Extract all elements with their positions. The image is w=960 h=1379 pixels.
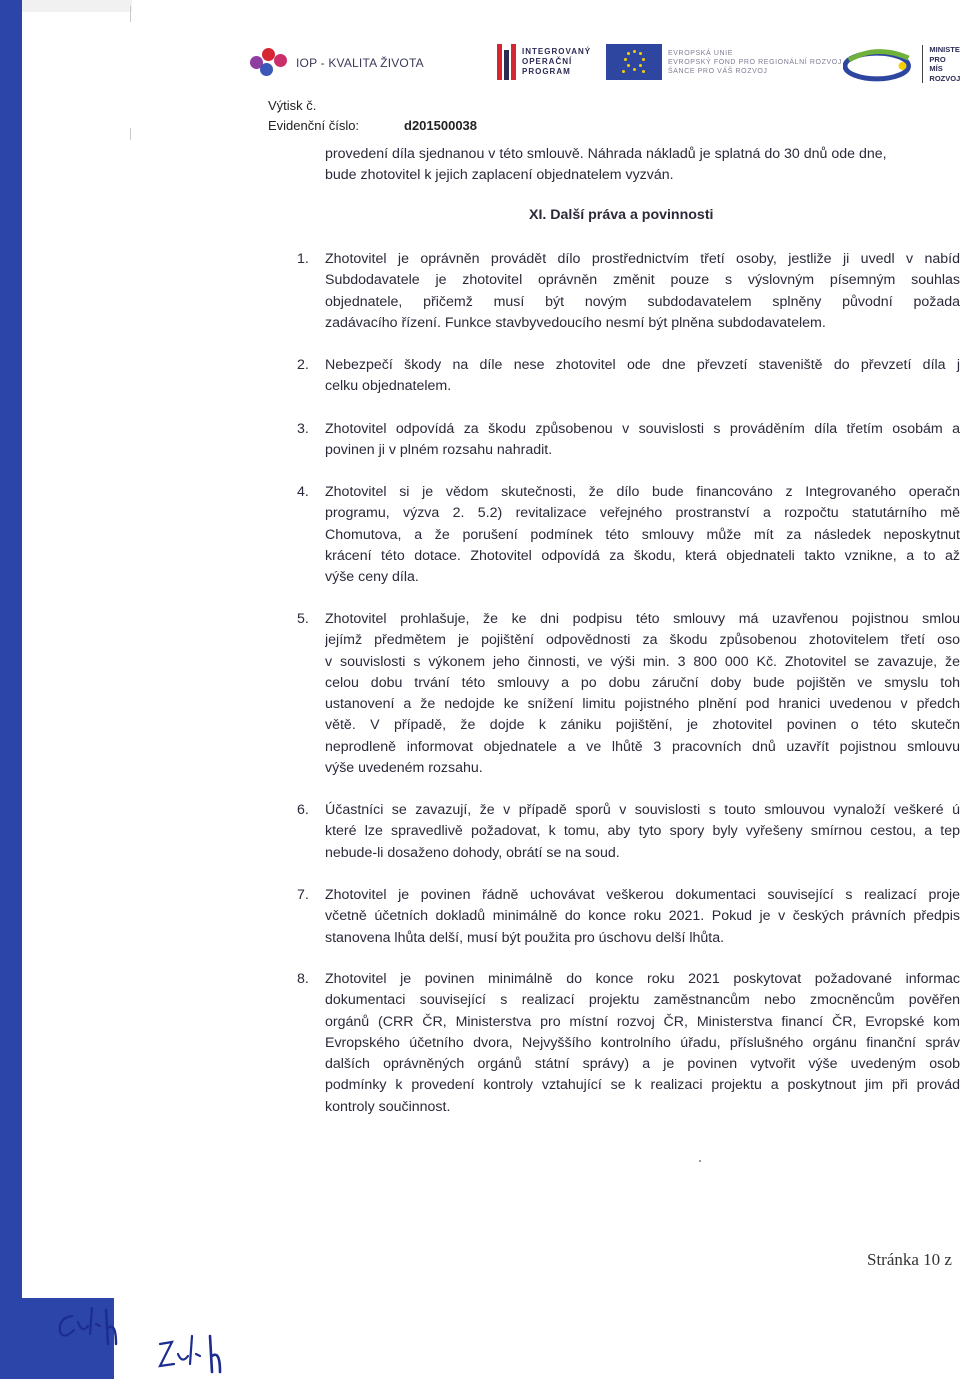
- text-line: včetně účetních dokladů minimálně do konce roku 2021. Pokud je v českých právních předpis: [325, 908, 960, 925]
- text-line: celou dobu trvání této smlouvy a po dobu záruční doby bude pojištěn ve smyslu toh: [325, 674, 960, 691]
- item-number: 5.: [297, 611, 309, 627]
- logo-line: MINISTE: [929, 45, 960, 54]
- ministry-emblem-icon: [843, 46, 914, 82]
- text-line: povinen ji v plném rozsahu nahradit.: [325, 442, 553, 459]
- item-number: 4.: [297, 484, 309, 500]
- eu-logo: [606, 44, 842, 80]
- text-line: kontroly součinnost.: [325, 1098, 451, 1115]
- ministry-logo: [843, 45, 960, 83]
- text-line: krácení této dotace. Zhotovitel odpovídá za škodu, která objednateli takto vznikne, a to až: [325, 547, 960, 564]
- logo-line: EVROPSKÁ UNIE: [668, 49, 733, 57]
- page-edge-top-strip: [22, 0, 132, 12]
- text-line: objednatele, přičemž musí být novým subdodavatelem splněny původní požada: [325, 293, 960, 310]
- text-line: Zhotovitel je povinen řádně uchovávat veškerou dokumentaci související s realizací proje: [325, 887, 960, 903]
- text-line: větě. V případě, že dojde k zániku pojištění, je zhotovitel povinen o této skutečn: [325, 717, 960, 734]
- edge-tick: [130, 128, 131, 140]
- vytisk-label: Výtisk č.: [268, 98, 317, 113]
- text-line: podmínky k provedení kontroly vztahující se k realizaci projektu a poskytnout jim při provád: [325, 1077, 960, 1094]
- text-line: bude zhotovitel k jejich zaplacení objednatelem vyzván.: [325, 167, 674, 184]
- logo-line: EVROPSKÝ FOND PRO REGIONÁLNÍ ROZVOJ: [668, 58, 842, 66]
- logo-line: ŠANCE PRO VÁŠ ROZVOJ: [668, 67, 768, 75]
- text-line: Nebezpečí škody na díle nese zhotovitel ode dne převzetí staveniště do převzetí díla j: [325, 357, 960, 373]
- text-line: programu, výzva 2. 5.2) revitalizace veřejného prostranství a rozpočtu statutárního mě: [325, 505, 960, 522]
- eu-flag-icon: [606, 44, 662, 80]
- iop-dots-icon: [250, 48, 288, 78]
- intro-paragraph: [325, 144, 960, 187]
- evidencni-value: d201500038: [404, 118, 478, 133]
- text-line: Zhotovitel prohlašuje, že ke dni podpisu této smlouvy má uzavřenou pojistnou smlou: [325, 611, 960, 627]
- text-line: Zhotovitel odpovídá za škodu způsobenou v souvislosti s prováděním díla třetím osobám a: [325, 421, 960, 437]
- item-number: 7.: [297, 887, 309, 903]
- page-edge-left: [0, 0, 22, 1379]
- text-line: v souvislosti s výkonem jeho činnosti, ve výši min. 3 800 000 Kč. Zhotovitel se zavazuje, že: [325, 653, 960, 670]
- logo-line: ROZVOJ: [929, 73, 960, 83]
- logo-line: OPERAČNÍ: [522, 57, 573, 66]
- text-line: stanovena lhůta delší, musí být použita pro úschovu delší lhůta.: [325, 929, 725, 946]
- item-number: 2.: [297, 357, 309, 373]
- text-line: Účastníci se zavazují, že v případě sporů v souvislosti s touto smlouvou vynaloží veškeré ú: [325, 802, 960, 818]
- text-line: jejímž předmětem je pojištění odpovědnosti za škodu způsobenou zhotovitelem třetí oso: [325, 632, 960, 649]
- bars-icon: [497, 44, 516, 80]
- iop-logo-text: IOP - KVALITA ŽIVOTA: [296, 56, 424, 70]
- text-line: orgánů (CRR ČR, Ministerstva pro místní rozvoj ČR, Ministerstva financí ČR, Evropské kom: [325, 1013, 960, 1030]
- text-line: zadávacího řízení. Funkce stavbyvedoucího nesmí být plněna subdodavatelem.: [325, 314, 826, 331]
- text-line: celku objednatelem.: [325, 378, 452, 395]
- iop-logo: [250, 48, 424, 78]
- text-line: Zhotovitel si je vědom skutečnosti, že dílo bude financováno z Integrovaného operačn: [325, 484, 960, 500]
- text-line: Zhotovitel je povinen minimálně do konce roku 2021 poskytovat požadované informac: [325, 971, 960, 987]
- logo-line: INTEGROVANÝ: [522, 47, 592, 56]
- evidencni-label: Evidenční číslo:: [268, 118, 360, 133]
- item-number: 6.: [297, 802, 309, 818]
- text-line: výše uvedeném rozsahu.: [325, 760, 483, 777]
- edge-tick: [130, 6, 131, 22]
- section-heading: XI. Další práva a povinnosti: [529, 207, 714, 223]
- item-number: 8.: [297, 971, 309, 987]
- text-line: provedení díla sjednanou v této smlouvě. Náhrada nákladů je splatná do 30 dnů ode dne,: [325, 146, 887, 162]
- text-line: nebude-li dosaženo dohody, obrátí se na soud.: [325, 844, 620, 861]
- text-line: dalších oprávněných orgánů státní správy) a je povinen vytvořit výše uvedeným osob: [325, 1056, 960, 1073]
- item-number: 1.: [297, 251, 309, 267]
- text-line: neprodleně informovat objednatele a ve lhůtě 3 pracovních dnů uzavřít pojistnou smlouvu: [325, 738, 960, 755]
- scan-speck: [699, 1160, 701, 1162]
- text-line: Evropského účetního dvora, Nejvyššího kontrolního úřadu, příslušného orgánu finanční správ: [325, 1034, 960, 1051]
- logo-line: PROGRAM: [522, 67, 571, 76]
- handwritten-initials: [154, 1330, 230, 1376]
- evidencni-row: [268, 118, 478, 133]
- text-line: dokumentaci související s realizací projektu zaměstnancům nebo zmocněncům pověřen: [325, 992, 960, 1009]
- text-line: Subdodavatele je zhotovitel oprávněn změnit pouze s výslovným písemným souhlas: [325, 272, 960, 289]
- text-line: které lze spravedlivě požadovat, k tomu, aby tyto spory byly vyřešeny smírnou cestou, a tep: [325, 823, 960, 840]
- text-line: Zhotovitel je oprávněn provádět dílo prostřednictvím třetí osoby, jestliže ji uvedl v nabíd: [325, 251, 960, 267]
- text-line: výše ceny díla.: [325, 569, 419, 586]
- text-line: ustanovení a že nedojde ke snížení limitu pojistného plnění pod hranici uvedenou v předch: [325, 696, 960, 713]
- item-number: 3.: [297, 421, 309, 437]
- text-line: Chomutova, a že porušení podmínek této smlouvy může mít za následek neposkytnut: [325, 526, 960, 543]
- logo-line: PRO MÍS: [929, 54, 946, 73]
- integrovany-program-logo: [497, 44, 591, 80]
- page-number: Stránka 10 z: [867, 1250, 952, 1269]
- handwritten-initials: [52, 1300, 122, 1350]
